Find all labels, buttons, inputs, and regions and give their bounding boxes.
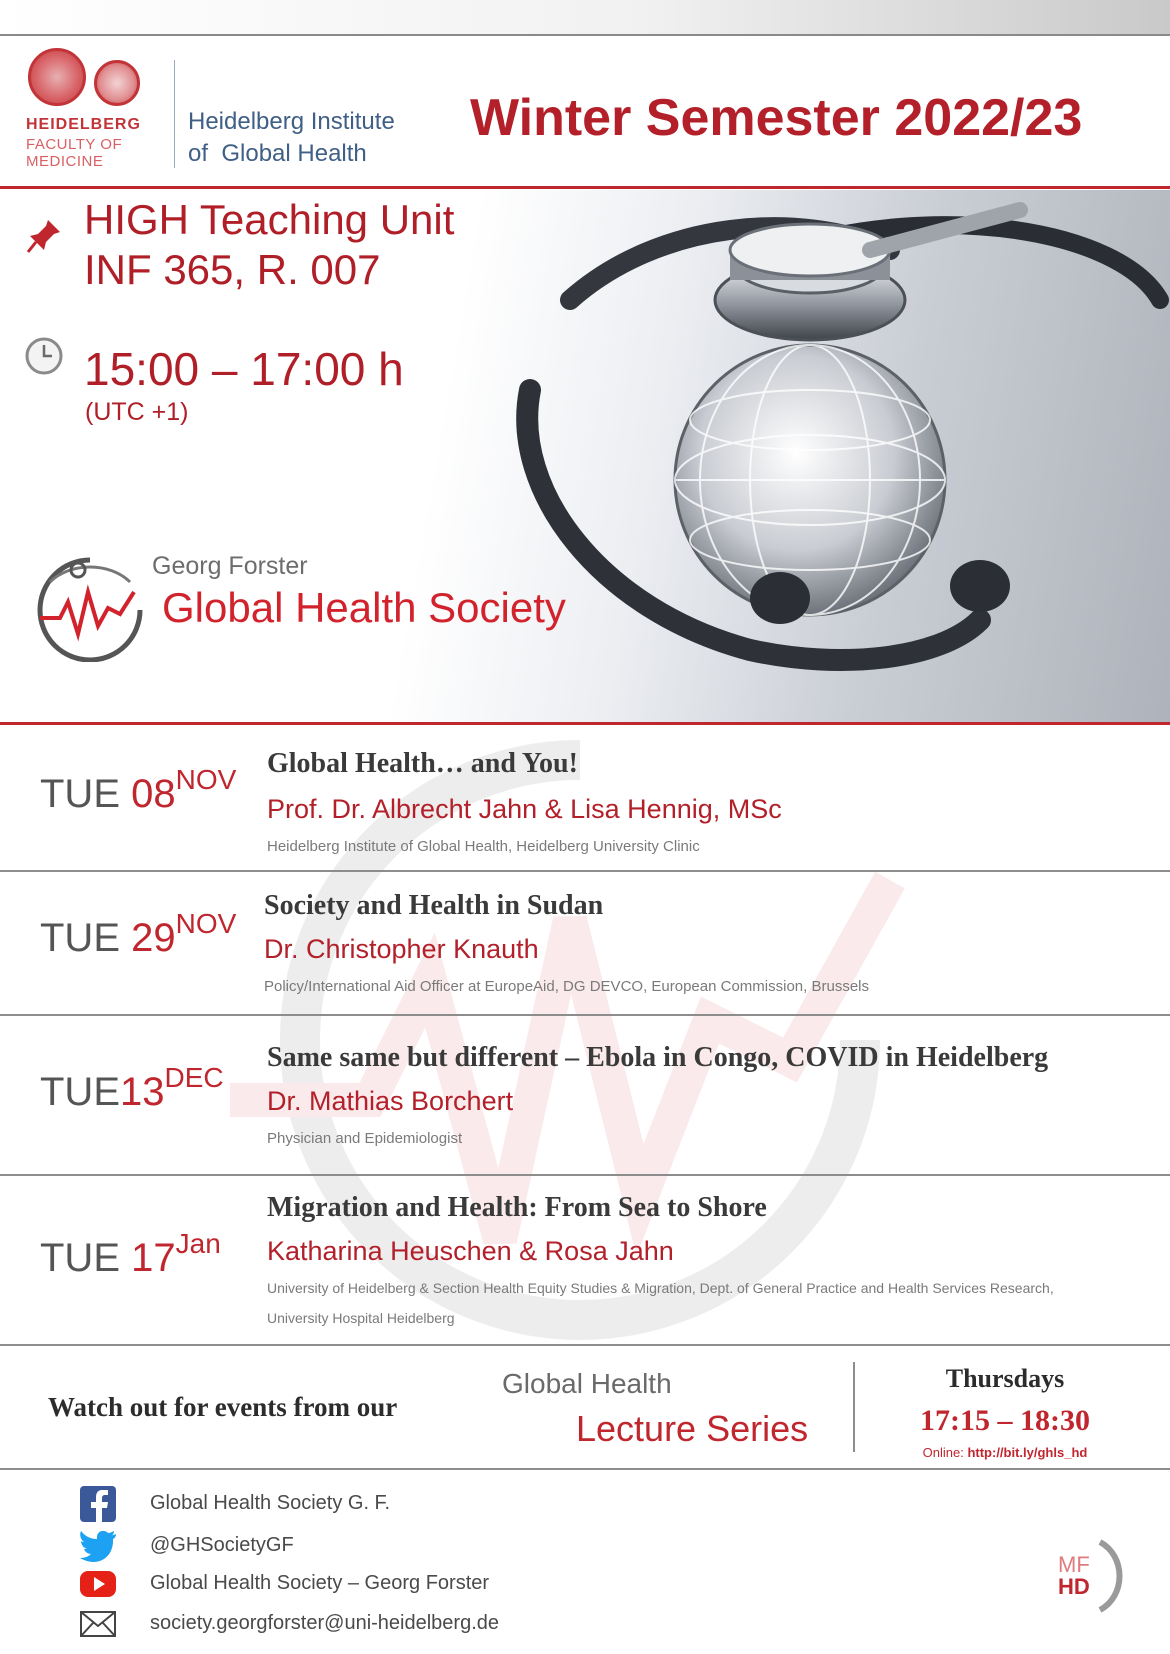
event-affiliation: Physician and Epidemiologist: [267, 1130, 463, 1147]
event-date: [40, 1228, 221, 1281]
event-date: [40, 1062, 224, 1115]
event-speaker: Dr. Mathias Borchert: [267, 1086, 514, 1116]
event-day: 29: [131, 916, 176, 960]
header-rule: [0, 186, 1170, 189]
clock-icon: [24, 336, 64, 376]
social-text: Global Health Society G. F.: [150, 1492, 391, 1514]
lecture-series-title: Lecture Series: [576, 1408, 809, 1449]
event-date: [40, 764, 237, 817]
event-day: 08: [131, 772, 176, 816]
hero-rule: [0, 722, 1170, 725]
event-affiliation-line-2: University Hospital Heidelberg: [267, 1310, 455, 1326]
faculty-seal-logo: [94, 60, 140, 106]
semester-title: Winter Semester 2022/23: [470, 89, 1083, 147]
university-seal-logo: [28, 48, 86, 106]
lecture-series-online: [880, 1445, 1130, 1460]
social-youtube[interactable]: [0, 1566, 600, 1602]
top-gradient-bar: [0, 0, 1170, 36]
mfhd-logo-line-1: MF: [1058, 1552, 1090, 1577]
event-row: [0, 872, 1170, 1016]
header: [0, 38, 1170, 188]
event-affiliation: Policy/International Aid Officer at EuropeAid, DG DEVCO, European Commission, Brussels: [264, 978, 869, 995]
institute-line-2: of Global Health: [188, 140, 367, 167]
event-title: Society and Health in Sudan: [264, 890, 604, 921]
event-title: Same same but different – Ebola in Congo, COVID in Heidelberg: [267, 1042, 1049, 1073]
mfhd-logo: [1050, 1536, 1130, 1616]
society-name: Global Health Society: [162, 584, 566, 631]
social-text: @GHSocietyGF: [150, 1534, 294, 1556]
event-title: Migration and Health: From Sea to Shore: [267, 1192, 767, 1223]
event-month: NOV: [175, 764, 237, 795]
event-affiliation: University of Heidelberg & Section Health Equity Studies & Migration, Dept. of General Practice and Health Services Research,: [267, 1280, 1054, 1296]
event-month: NOV: [175, 908, 237, 939]
university-name: HEIDELBERG: [26, 116, 141, 133]
social-twitter[interactable]: [0, 1528, 600, 1564]
facebook-icon: [78, 1486, 118, 1522]
lecture-series-day: Thursdays: [945, 1364, 1065, 1393]
event-speaker: Dr. Christopher Knauth: [264, 934, 539, 964]
online-label: Online:: [922, 1445, 968, 1460]
event-speaker: Katharina Heuschen & Rosa Jahn: [267, 1236, 674, 1266]
pushpin-icon: [26, 218, 62, 254]
event-day: 13: [120, 1070, 165, 1114]
twitter-icon: [78, 1528, 118, 1564]
event-affiliation: Heidelberg Institute of Global Health, Heidelberg University Clinic: [267, 838, 700, 855]
event-time: 15:00 – 17:00 h: [84, 343, 404, 395]
event-title: Global Health… and You!: [267, 748, 578, 779]
social-facebook[interactable]: [0, 1486, 600, 1522]
lecture-series-subtitle: Global Health: [502, 1368, 672, 1399]
event-row: [0, 1176, 1170, 1346]
youtube-icon: [78, 1566, 118, 1602]
header-divider: [174, 60, 175, 168]
lecture-series-banner: [0, 1348, 1170, 1470]
banner-divider: [853, 1362, 855, 1452]
event-weekday: TUE: [40, 916, 132, 960]
timezone: (UTC +1): [85, 398, 189, 426]
stethoscope-globe-image: [420, 190, 1170, 724]
event-speaker: Prof. Dr. Albrecht Jahn & Lisa Hennig, MSc: [267, 794, 782, 824]
society-subtitle: Georg Forster: [152, 552, 308, 580]
event-weekday: TUE: [40, 1070, 120, 1114]
institute-line-1: Heidelberg Institute: [188, 108, 395, 135]
event-weekday: TUE: [40, 772, 132, 816]
event-date: [40, 908, 237, 961]
event-month: Jan: [175, 1228, 221, 1259]
mfhd-logo-line-2: HD: [1058, 1574, 1090, 1599]
event-month: DEC: [164, 1062, 224, 1093]
lecture-series-intro: Watch out for events from our: [48, 1392, 398, 1422]
email-icon: [78, 1606, 118, 1642]
event-row: [0, 726, 1170, 872]
global-health-society-logo: [30, 552, 150, 662]
event-day: 17: [131, 1236, 176, 1280]
hero-section: [0, 190, 1170, 724]
event-weekday: TUE: [40, 1236, 132, 1280]
lecture-series-time: 17:15 – 18:30: [920, 1404, 1090, 1437]
faculty-name: FACULTY OF MEDICINE: [26, 136, 123, 170]
event-row: [0, 1016, 1170, 1176]
venue-line-1: HIGH Teaching Unit: [84, 196, 455, 243]
social-text: Global Health Society – Georg Forster: [150, 1572, 490, 1594]
social-text: society.georgforster@uni-heidelberg.de: [150, 1612, 500, 1634]
online-link[interactable]: http://bit.ly/ghls_hd: [967, 1445, 1088, 1460]
institute-name: [188, 106, 448, 170]
social-email[interactable]: [0, 1606, 600, 1642]
venue-line-2: INF 365, R. 007: [84, 246, 381, 293]
